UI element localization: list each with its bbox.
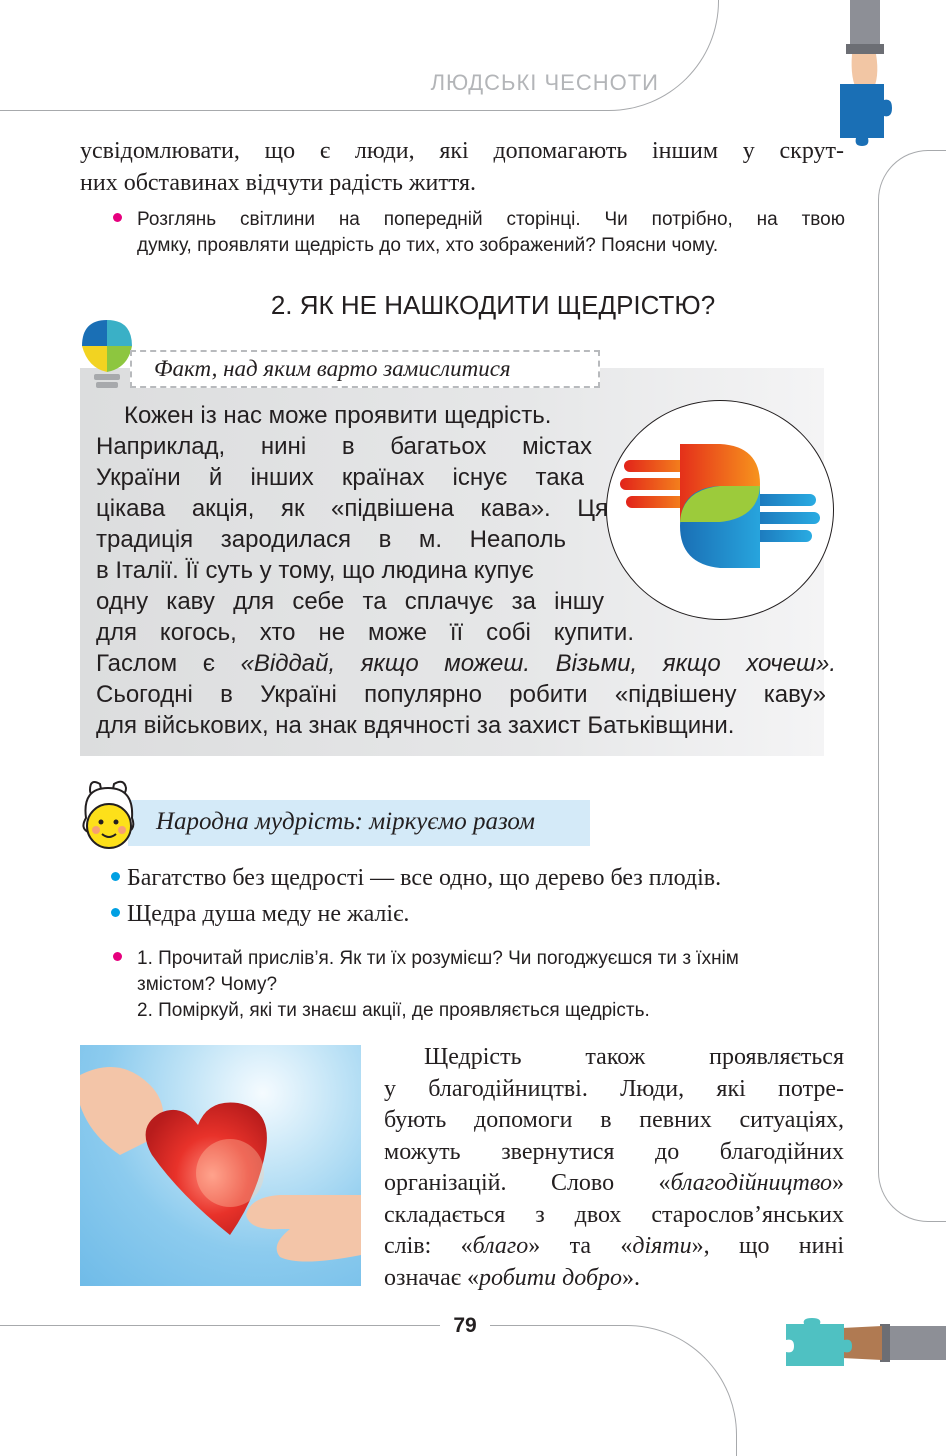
fact-label: Факт, над яким варто замислитися xyxy=(130,350,600,388)
charity-text: » xyxy=(832,1170,844,1196)
task-line: 1. Прочитай прислів’я. Як ти їх розумієш? Чи погоджуєшся ти з їхнім xyxy=(137,948,739,969)
task-bullet xyxy=(113,213,122,222)
task-line: Розглянь світлини на попередній сторінці. Чи потрібно, на твою xyxy=(137,209,845,230)
charity-text: організацій. Слово « xyxy=(384,1170,671,1196)
fact-line: Наприклад, нині в багатьох містах xyxy=(96,433,592,460)
charity-term: благо xyxy=(472,1233,529,1259)
fact-line: для когось, хто не може її собі купити. xyxy=(96,619,634,646)
hand-puzzle-icon xyxy=(836,0,896,150)
slogan-prefix: Гаслом є xyxy=(96,650,241,677)
lightbulb-puzzle-icon xyxy=(76,316,138,396)
charity-line: можуть звернутися до благодійних xyxy=(384,1138,844,1165)
charity-text: » та « xyxy=(528,1233,633,1259)
charity-line: у благодійництві. Люди, які потре- xyxy=(384,1075,844,1102)
intro-line: них обставинах відчути радість життя. xyxy=(80,170,477,196)
fact-line: традиція зародилася в м. Неаполь xyxy=(96,526,566,553)
proverb: Багатство без щедрості — все одно, що дерево без плодів. xyxy=(127,865,722,891)
page-frame-bottom xyxy=(0,1325,737,1456)
fact-line: одну каву для себе та сплачує за іншу xyxy=(96,588,604,615)
charity-text: », що нині xyxy=(691,1233,844,1259)
heart-hands-photo xyxy=(80,1045,361,1286)
charity-text: означає « xyxy=(384,1264,480,1291)
task-line: думку, проявляти щедрість до тих, хто зображений? Поясни чому. xyxy=(137,235,719,256)
charity-line: складається з двох старослов’янських xyxy=(384,1201,844,1228)
fact-line: Кожен із нас може проявити щедрість. xyxy=(124,402,552,429)
fact-text xyxy=(96,400,836,741)
task-bullet xyxy=(113,952,122,961)
slogan: «Віддай, якщо можеш. Візьми, якщо хочеш». xyxy=(240,650,836,677)
fact-line: цікава акція, як «підвішена кава». Ця xyxy=(96,495,608,522)
section-title: 2. ЯК НЕ НАШКОДИТИ ЩЕДРІСТЮ? xyxy=(270,290,716,320)
heart-icon xyxy=(80,1045,361,1286)
proverb-bullet xyxy=(111,908,120,917)
fact-line: в Італії. Її суть у тому, що людина купує xyxy=(96,557,534,584)
charity-term: діяти xyxy=(632,1233,692,1259)
fact-line: для військових, на знак вдячності за захист Батьківщини. xyxy=(96,712,735,739)
intro-line: усвідомлювати, що є люди, які допомагають іншим у скрут- xyxy=(80,138,844,164)
charity-line: Щедрість також проявляється xyxy=(424,1044,844,1070)
task-line: змістом? Чому? xyxy=(137,974,278,995)
charity-term: благодійництво xyxy=(670,1170,832,1196)
charity-text: ». xyxy=(622,1264,641,1291)
charity-line xyxy=(384,1231,844,1263)
hand-teal-puzzle-icon xyxy=(782,1318,946,1370)
charity-line xyxy=(384,1263,844,1295)
charity-line: бують допомоги в певних ситуаціях, xyxy=(384,1107,844,1133)
fact-line: України й інших країнах існує така xyxy=(96,464,584,491)
task-1 xyxy=(137,207,845,259)
chapter-title: ЛЮДСЬКІ ЧЕСНОТИ xyxy=(430,70,659,95)
charity-line xyxy=(384,1168,844,1200)
proverb-bullet xyxy=(111,872,120,881)
page-number: 79 xyxy=(440,1314,490,1338)
task-line: 2. Поміркуй, які ти знаєш акції, де проявляється щедрість. xyxy=(137,1000,650,1021)
fact-slogan-line xyxy=(96,648,836,679)
charity-text: слів: « xyxy=(384,1233,473,1259)
fact-line: Сьогодні в Україні популярно робити «підвішену каву» xyxy=(96,681,826,708)
girl-face-icon xyxy=(76,778,146,856)
wisdom-label: Народна мудрість: міркуємо разом xyxy=(128,800,590,846)
proverb: Щедра душа меду не жаліє. xyxy=(127,901,410,927)
charity-paragraph xyxy=(384,1042,844,1294)
charity-term: робити добро xyxy=(479,1264,623,1291)
task-2 xyxy=(137,946,845,1024)
intro-paragraph xyxy=(80,135,844,199)
